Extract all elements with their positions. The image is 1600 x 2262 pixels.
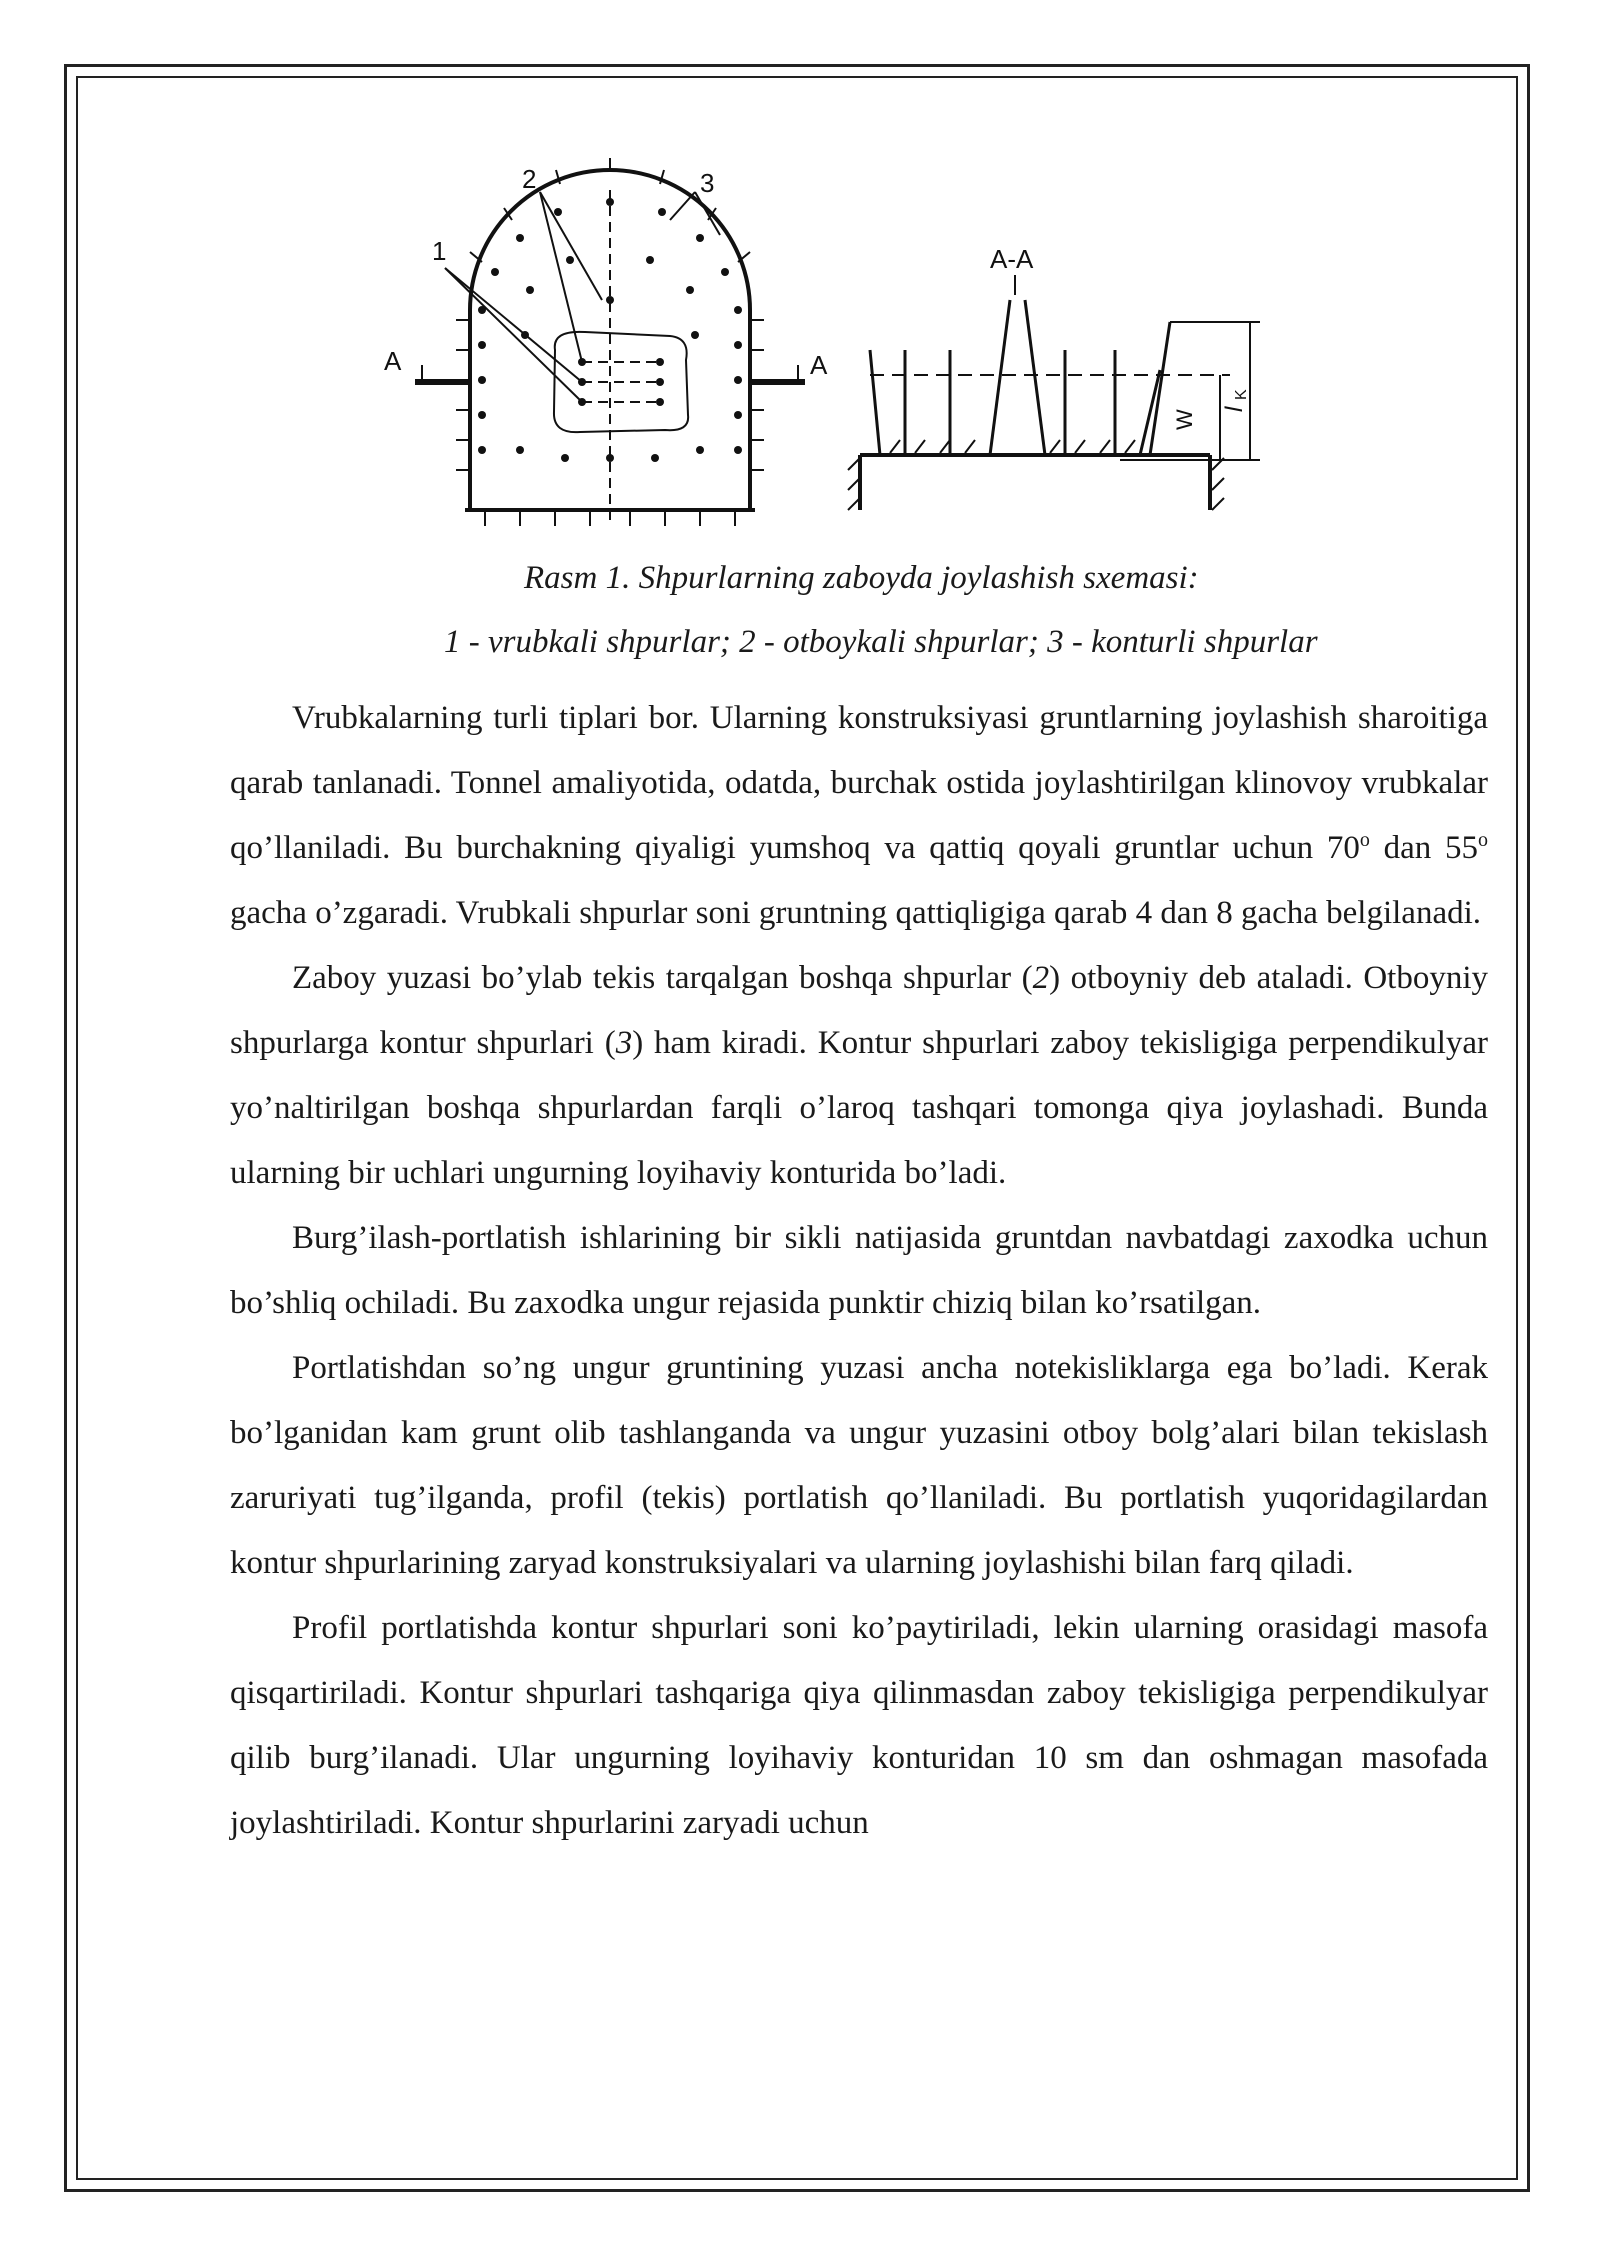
figure-svg	[370, 150, 1320, 540]
body-text	[230, 686, 1488, 1856]
paragraph-1-part-c: gacha o’zgaradi. Vrubkali shpurlar soni gruntning qattiqligiga qarab 4 dan 8 gacha belgilanadi.	[230, 895, 1482, 931]
paragraph-5: Profil portlatishda kontur shpurlari soni ko’paytiriladi, lekin ularning orasidagi masofa qisqartiriladi. Kontur shpurlari tashqariga qiya qilinmasdan zaboy tekisligiga perpendikulyar qilib burg’ilanadi. Ular ungurning loyihaviy konturidan 10 sm dan oshmagan masofada joylashtiriladi. Kontur shpurlarini zaryadi uchun	[230, 1610, 1488, 1841]
section-view	[848, 275, 1260, 510]
paragraph-1-part-b: dan 55	[1369, 830, 1479, 866]
paragraph-2-part-a: Zaboy yuzasi bo’ylab tekis tarqalgan boshqa shpurlar (	[292, 960, 1033, 996]
paragraph-2	[230, 946, 1488, 1206]
paragraph-3: Burg’ilash-portlatish ishlarining bir sikli natijasida gruntdan navbatdagi zaxodka uchun bo’shliq ochiladi. Bu zaxodka ungur rejasida punktir chiziq bilan ko’rsatilgan.	[230, 1220, 1488, 1321]
paragraph-1-part-a: Vrubkalarning turli tiplari bor. Ularning konstruksiyasi gruntlarning joylashish sharoitiga qarab tanlanadi. Tonnel amaliyotida, odatda, burchak ostida joylashtirilgan klinovoy vrubkalar qo’llaniladi. Bu burchakning qiyaligi yumshoq va qattiq qoyali gruntlar uchun 70	[230, 700, 1488, 866]
label-w: W	[1172, 409, 1197, 430]
paragraph-1	[230, 686, 1488, 946]
label-a-left: A	[384, 346, 402, 376]
figure-caption-legend: 1 - vrubkali shpurlar; 2 - otboykali shpurlar; 3 - konturli shpurlar	[444, 624, 1318, 660]
paragraph-2-part-b: ) otboyniy deb ataladi. Otboyniy shpurlarga kontur shpurlari (	[230, 960, 1489, 1061]
degree-sign: o	[1478, 829, 1489, 851]
figure-borehole-scheme	[370, 150, 1320, 540]
label-lk-sub: K	[1233, 389, 1250, 400]
paragraph-2-part-c: ) ham kiradi. Kontur shpurlari zaboy tekisligiga perpendikulyar yo’naltirilgan boshqa shpurlardan farqli o’laroq tashqari tomonga qiya joylashadi. Bunda ularning bir uchlari ungurning loyihaviy konturida bo’ladi.	[230, 1025, 1489, 1191]
label-3: 3	[700, 168, 715, 198]
figure-caption-title: Rasm 1. Shpurlarning zaboyda joylashish sxemasi:	[524, 560, 1199, 596]
label-section-a-a: A-A	[990, 244, 1034, 274]
reference-3: 3	[615, 1025, 633, 1061]
label-a-right: A	[810, 350, 828, 380]
face-view	[415, 158, 805, 526]
paragraph-4: Portlatishdan so’ng ungur gruntining yuzasi ancha notekisliklarga ega bo’ladi. Kerak bo’lganidan kam grunt olib tashlanganda va ungur yuzasini otboy bolg’alari bilan tekislash zaruriyati tug’ilganda, profil (tekis) portlatish qo’llaniladi. Bu portlatish yuqoridagilardan kontur shpurlarining zaryad konstruksiyalari va ularning joylashishi bilan farq qiladi.	[230, 1350, 1488, 1581]
label-lk: l	[1221, 406, 1248, 412]
reference-2: 2	[1032, 960, 1050, 996]
label-1: 1	[432, 236, 447, 266]
degree-sign: o	[1359, 829, 1370, 851]
label-2: 2	[522, 164, 537, 194]
